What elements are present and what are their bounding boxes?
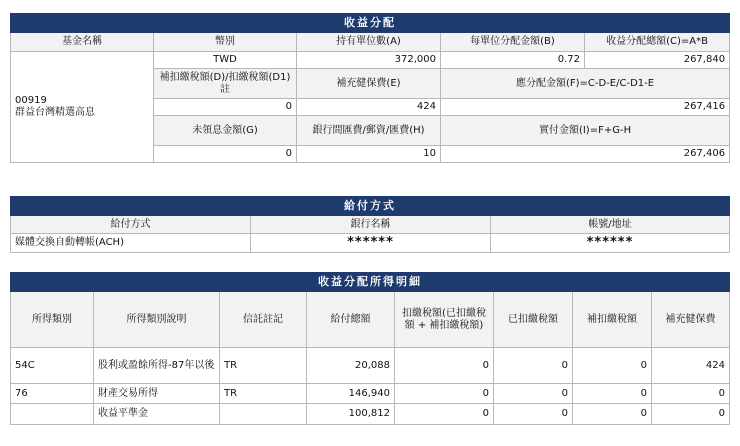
header-trust: 信託註記 bbox=[220, 292, 307, 348]
nhi-fee: 0 bbox=[652, 384, 730, 404]
header-per-unit: 每單位分配金額(B) bbox=[441, 33, 585, 52]
payment-table bbox=[10, 196, 730, 253]
table-row bbox=[11, 348, 730, 384]
paid-tax: 0 bbox=[494, 384, 573, 404]
header-account: 帳號/地址 bbox=[491, 216, 730, 234]
nhi-label: 補充健保費(E) bbox=[297, 69, 441, 99]
table-row bbox=[11, 404, 730, 425]
payable-label: 應分配金額(F)=C-D-E/C-D1-E bbox=[441, 69, 730, 99]
distribution-table bbox=[10, 13, 730, 163]
payment-method: 媒體交換自動轉帳(ACH) bbox=[11, 234, 251, 253]
tax-amount: 0 bbox=[395, 384, 494, 404]
income-detail-table bbox=[10, 272, 730, 425]
header-income-desc: 所得類別說明 bbox=[94, 292, 220, 348]
trust-note: TR bbox=[220, 348, 307, 384]
nhi-fee: 0 bbox=[652, 404, 730, 425]
header-income-type: 所得類別 bbox=[11, 292, 94, 348]
income-type: 76 bbox=[11, 384, 94, 404]
distribution-title: 收益分配 bbox=[11, 14, 730, 33]
nhi-fee: 424 bbox=[652, 348, 730, 384]
table-row bbox=[11, 384, 730, 404]
account-masked: ****** bbox=[491, 234, 730, 253]
income-type: 54C bbox=[11, 348, 94, 384]
total-value: 267,840 bbox=[585, 52, 730, 69]
unclaimed-value: 0 bbox=[154, 146, 297, 163]
extra-tax: 0 bbox=[573, 404, 652, 425]
payment-title: 給付方式 bbox=[11, 197, 730, 216]
actual-label: 實付金額(I)=F+G-H bbox=[441, 116, 730, 146]
payable-value: 267,416 bbox=[441, 99, 730, 116]
bank-fee-label: 銀行間匯費/郵資/匯費(H) bbox=[297, 116, 441, 146]
unclaimed-label: 未領息金額(G) bbox=[154, 116, 297, 146]
actual-value: 267,406 bbox=[441, 146, 730, 163]
withholding-value: 0 bbox=[154, 99, 297, 116]
paid-tax: 0 bbox=[494, 348, 573, 384]
gross-amount: 20,088 bbox=[307, 348, 395, 384]
trust-note: TR bbox=[220, 384, 307, 404]
income-desc: 股利或盈餘所得-87年以後 bbox=[94, 348, 220, 384]
paid-tax: 0 bbox=[494, 404, 573, 425]
tax-amount: 0 bbox=[395, 348, 494, 384]
gross-amount: 100,812 bbox=[307, 404, 395, 425]
fund-code: 00919 bbox=[15, 95, 47, 106]
header-method: 給付方式 bbox=[11, 216, 251, 234]
income-desc: 收益平準金 bbox=[94, 404, 220, 425]
income-type bbox=[11, 404, 94, 425]
income-title: 收益分配所得明細 bbox=[11, 273, 730, 292]
nhi-value: 424 bbox=[297, 99, 441, 116]
bank-name-masked: ****** bbox=[251, 234, 491, 253]
fund-name: 群益台灣精選高息 bbox=[15, 107, 95, 118]
extra-tax: 0 bbox=[573, 348, 652, 384]
tax-amount: 0 bbox=[395, 404, 494, 425]
bank-fee-value: 10 bbox=[297, 146, 441, 163]
income-desc: 財產交易所得 bbox=[94, 384, 220, 404]
units-value: 372,000 bbox=[297, 52, 441, 69]
header-units: 持有單位數(A) bbox=[297, 33, 441, 52]
header-bank: 銀行名稱 bbox=[251, 216, 491, 234]
header-extra-tax: 補扣繳稅額 bbox=[573, 292, 652, 348]
per-unit-value: 0.72 bbox=[441, 52, 585, 69]
gross-amount: 146,940 bbox=[307, 384, 395, 404]
extra-tax: 0 bbox=[573, 384, 652, 404]
header-tax: 扣繳稅額(已扣繳稅額 + 補扣繳稅額) bbox=[395, 292, 494, 348]
header-paid-tax: 已扣繳稅額 bbox=[494, 292, 573, 348]
header-total: 收益分配總額(C)=A*B bbox=[585, 33, 730, 52]
header-currency: 幣別 bbox=[154, 33, 297, 52]
header-fund-name: 基金名稱 bbox=[11, 33, 154, 52]
fund-cell bbox=[11, 52, 154, 163]
header-gross: 給付總額 bbox=[307, 292, 395, 348]
currency-value: TWD bbox=[154, 52, 297, 69]
withholding-label: 補扣繳稅額(D)/扣繳稅額(D1)註 bbox=[154, 69, 297, 99]
header-nhi: 補充健保費 bbox=[652, 292, 730, 348]
trust-note bbox=[220, 404, 307, 425]
